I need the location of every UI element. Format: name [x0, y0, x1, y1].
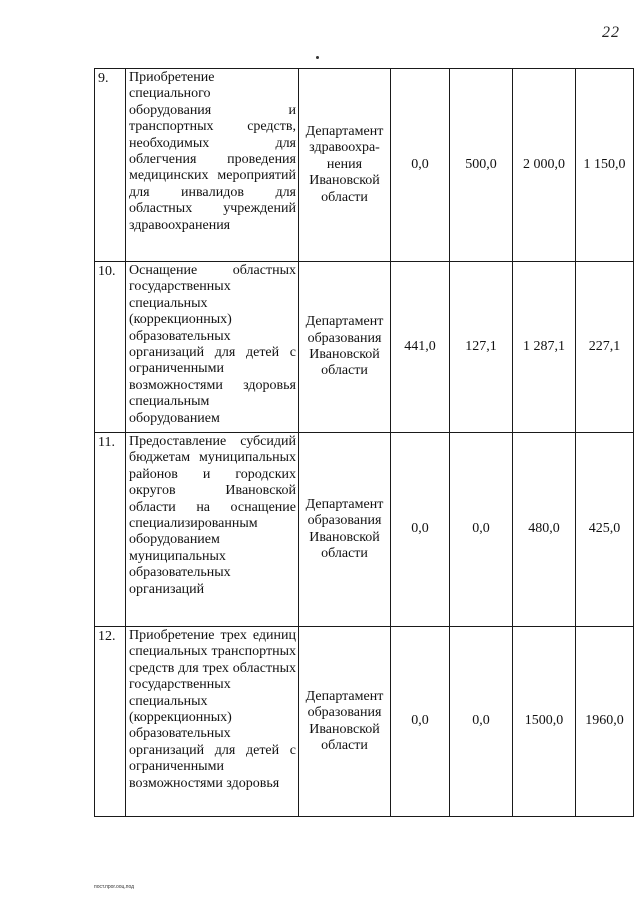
row-value-2: 500,0 [450, 69, 513, 262]
row-description: Приобретение трех единиц специальных транспортных средств для трех областных государственных специальных (коррекционных) образовательных организаций для детей с ограниченными возможностями здоровья [126, 627, 299, 817]
row-value-4: 425,0 [576, 433, 634, 627]
row-department: Департамент образования Ивановской области [299, 262, 391, 433]
row-value-1: 0,0 [391, 433, 450, 627]
row-value-4: 1 150,0 [576, 69, 634, 262]
row-value-4: 1960,0 [576, 627, 634, 817]
scan-dot [316, 56, 319, 59]
row-value-3: 480,0 [513, 433, 576, 627]
footer-code: пост.прог.ооц.под [94, 884, 135, 890]
row-value-1: 0,0 [391, 69, 450, 262]
row-department: Департамент здравоохра-нения Ивановской области [299, 69, 391, 262]
table-row [95, 433, 634, 627]
row-department: Департамент образования Ивановской области [299, 433, 391, 627]
row-value-1: 441,0 [391, 262, 450, 433]
row-value-3: 1 287,1 [513, 262, 576, 433]
row-number: 11. [95, 433, 126, 627]
table-row [95, 627, 634, 817]
row-value-2: 0,0 [450, 627, 513, 817]
page-number: 22 [602, 24, 620, 41]
table-row [95, 69, 634, 262]
row-value-4: 227,1 [576, 262, 634, 433]
row-value-1: 0,0 [391, 627, 450, 817]
row-number: 9. [95, 69, 126, 262]
row-number: 10. [95, 262, 126, 433]
row-value-3: 2 000,0 [513, 69, 576, 262]
row-description: Приобретение специального оборудования и транспортных средств, необходимых для облегчения проведения медицинских мероприятий для инвалидов для областных учреждений здравоохранения [126, 69, 299, 262]
row-description: Предоставление субсидий бюджетам муниципальных районов и городских округов Ивановской области на оснащение специализированным оборудованием муниципальных образовательных организаций [126, 433, 299, 627]
row-value-2: 0,0 [450, 433, 513, 627]
row-number: 12. [95, 627, 126, 817]
table-row [95, 262, 634, 433]
row-value-2: 127,1 [450, 262, 513, 433]
row-description: Оснащение областных государственных специальных (коррекционных) образовательных организаций для детей с ограниченными возможностями здоровья специальным оборудованием [126, 262, 299, 433]
row-department: Департамент образования Ивановской области [299, 627, 391, 817]
program-table [94, 68, 634, 817]
row-value-3: 1500,0 [513, 627, 576, 817]
